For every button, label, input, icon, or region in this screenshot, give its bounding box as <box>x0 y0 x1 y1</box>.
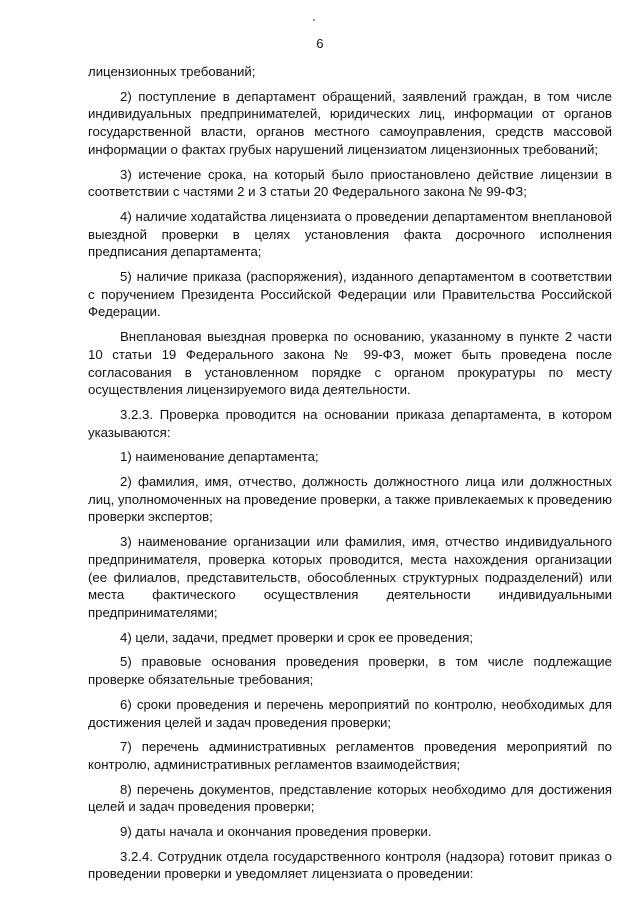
paragraph: 2) фамилия, имя, отчество, должность должностного лица или должностных лиц, уполномоченных на проведение проверки, а также привлекаемых к проведению проверки экспертов; <box>88 474 612 525</box>
paragraph: Внеплановая выездная проверка по основанию, указанному в пункте 2 части 10 статьи 19 Федерального закона № 99-ФЗ, может быть проведена после согласования в установленном порядке с органом прокуратуры по месту осуществления лицензируемого вида деятельности. <box>88 329 612 398</box>
paragraph: лицензионных требований; <box>88 64 256 79</box>
paragraph: 5) правовые основания проведения проверки, в том числе подлежащие проверке обязательные требования; <box>88 654 612 688</box>
paragraph: 3) истечение срока, на который было приостановлено действие лицензии в соответствии с частями 2 и 3 статьи 20 Федерального закона № 99-ФЗ; <box>88 166 612 200</box>
paragraph: 8) перечень документов, представление которых необходимо для достижения целей и задач проведения проверки; <box>88 781 612 815</box>
paragraph: 3.2.4. Сотрудник отдела государственного контроля (надзора) готовит приказ о проведении проверки и уведомляет лицензиата о проведении: <box>88 848 612 882</box>
paragraph: 7) перечень административных регламентов проведения мероприятий по контролю, административных регламентов взаимодействия; <box>88 739 612 772</box>
paragraph: 3.2.3. Проверка проводится на основании приказа департамента, в котором указываются: <box>88 406 612 440</box>
paragraph: 2) поступление в департамент обращений, заявлений граждан, в том числе индивидуальных предпринимателей, юридических лиц, информации от органов государственной власти, органов местного самоуправления, средств массовой информации о фактах грубых нарушений лицензиатом лицензионных требований; <box>88 88 612 157</box>
paragraph: 6) сроки проведения и перечень мероприятий по контролю, необходимых для достижения целей и задач проведения проверки; <box>88 696 612 730</box>
document-body <box>88 63 612 890</box>
paragraph: 3) наименование организации или фамилия, имя, отчество индивидуального предпринимателя, проверка которых проводится, места нахождения организации (ее филиалов, представительств, обособленных структурных подразделений) или места фактического осуществления деятельности индивидуальными предпринимателями; <box>88 534 612 620</box>
paragraph: 1) наименование департамента; <box>120 449 319 465</box>
page-number: 6 <box>316 36 324 51</box>
paragraph: 5) наличие приказа (распоряжения), изданного департаментом в соответствии с поручением Президента Российской Федерации или Правительства Российской Федерации. <box>88 269 612 320</box>
paragraph: 4) цели, задачи, предмет проверки и срок ее проведения; <box>120 629 474 645</box>
scan-artifact-dot <box>313 19 315 21</box>
paragraph: 9) даты начала и окончания проведения проверки. <box>120 824 432 840</box>
paragraph: 4) наличие ходатайства лицензиата о проведении департаментом внеплановой выездной проверки в целях установления факта досрочного исполнения предписания департамента; <box>88 208 612 260</box>
